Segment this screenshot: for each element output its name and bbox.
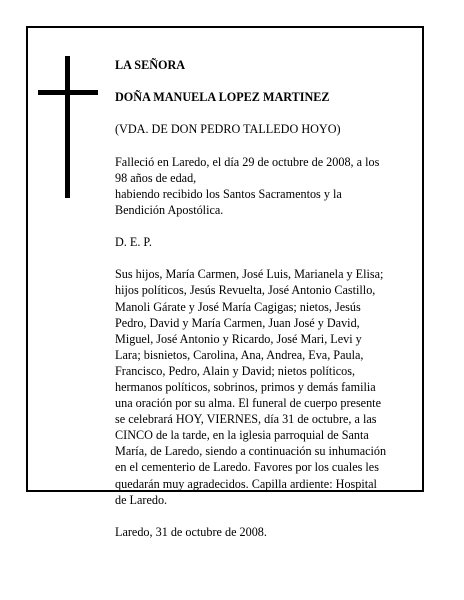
deceased-name: DOÑA MANUELA LOPEZ MARTINEZ — [115, 90, 330, 105]
latin-cross-icon — [38, 56, 98, 198]
cross-vertical-bar — [65, 56, 70, 198]
notice-title: LA SEÑORA — [115, 58, 186, 73]
rest-in-peace: D. E. P. — [115, 235, 152, 250]
notice-text — [115, 41, 420, 556]
family-and-funeral-details: Sus hijos, María Carmen, José Luis, Marianela y Elisa; hijos políticos, Jesús Revuelta, José Antonio Castillo, Manoli Gárate y José María Cagigas; nietos, Jesús Pedro, David y María Carmen, Juan José y David, Miguel, José Antonio y Ricardo, José Mari, Levi y Lara; bisnietos, Carolina, Ana, Andrea, Eva, Paula, Francisco, Pedro, Alain y David; nietos políticos, hermanos políticos, sobrinos, primos y demás familia una oración por su alma. El funeral de cuerpo presente se celebrará HOY, VIERNES, día 31 de octubre, a las CINCO de la tarde, en la iglesia parroquial de Santa María, de Laredo, siendo a continuación su inhumación en el cementerio de Laredo. Favores por los cuales les quedarán muy agradecidos. Capilla ardiente: Hospital de Laredo. — [115, 267, 387, 507]
place-and-date: Laredo, 31 de octubre de 2008. — [115, 524, 267, 539]
obituary-notice — [26, 26, 424, 539]
death-statement: Falleció en Laredo, el día 29 de octubre de 2008, a los 98 años de edad, habiendo recibido los Santos Sacramentos y la Bendición Apostólica. — [115, 154, 380, 217]
cross-horizontal-bar — [38, 90, 98, 95]
widow-line: (VDA. DE DON PEDRO TALLEDO HOYO) — [115, 122, 341, 137]
